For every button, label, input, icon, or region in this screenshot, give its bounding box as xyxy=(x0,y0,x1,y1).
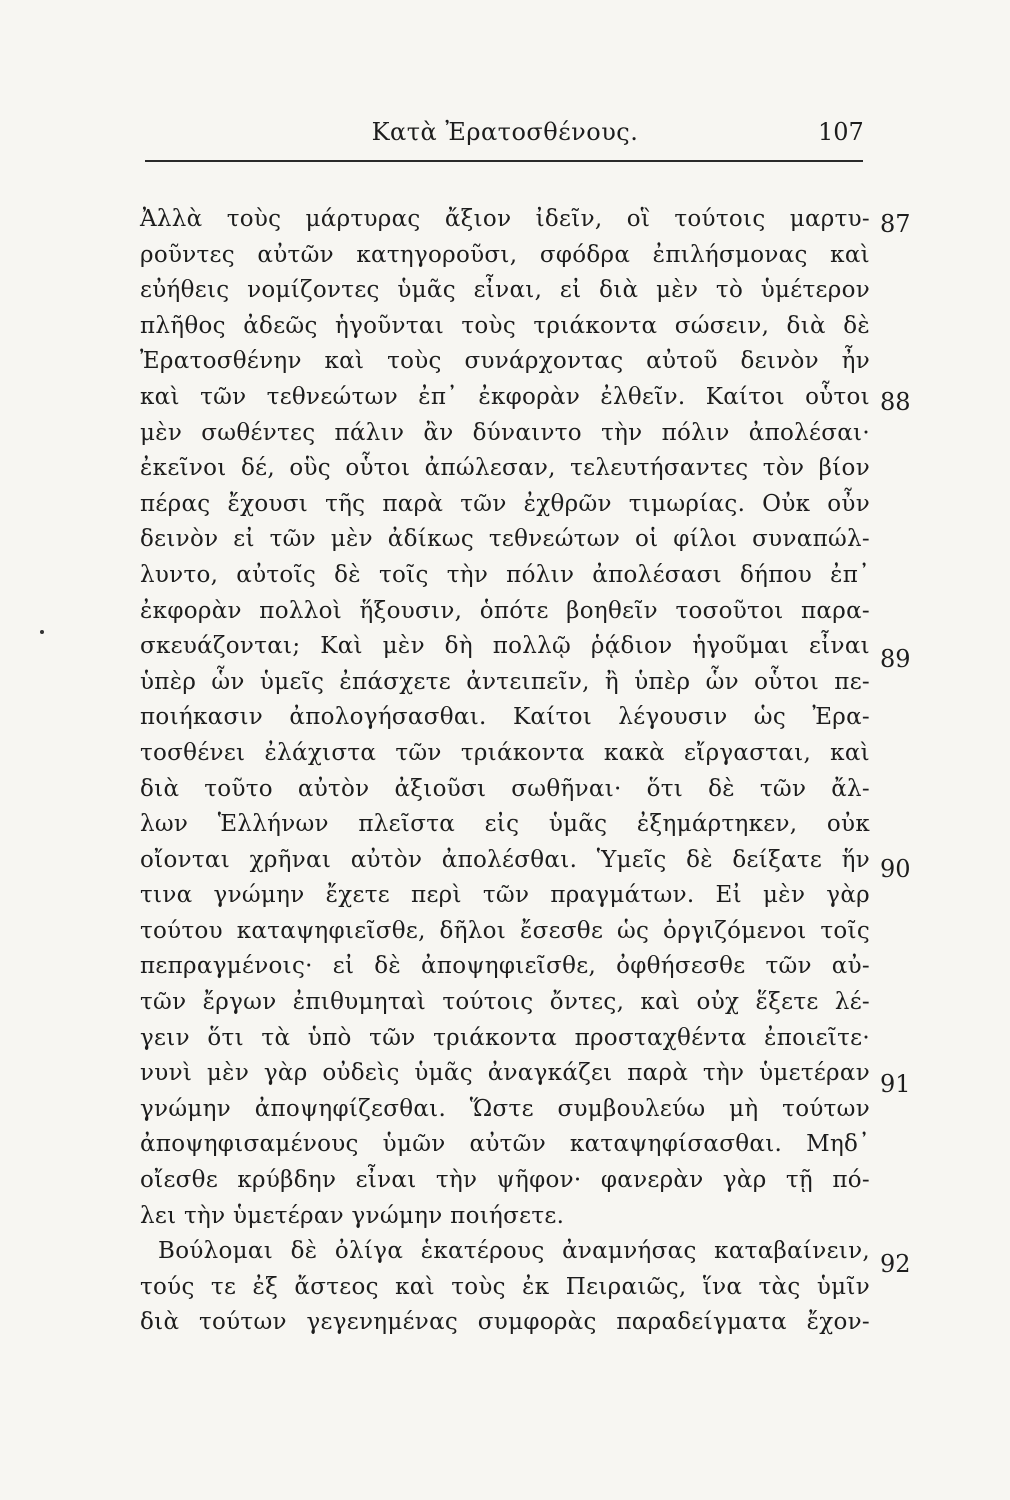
text-line: ροῦντες αὐτῶν κατηγοροῦσι, σφόδρα ἐπιλήσμονας καὶ xyxy=(140,241,870,268)
text-line: δεινὸν εἰ τῶν μὲν ἀδίκως τεθνεώτων οἱ φίλοι συναπώλ- xyxy=(140,526,870,553)
text-line: σκευάζονται; Καὶ μὲν δὴ πολλῷ ῥᾴδιον ἡγοῦμαι εἶναι xyxy=(140,633,870,660)
section-number: 87 xyxy=(880,210,911,238)
text-line: λων Ἑλλήνων πλεῖστα εἰς ὑμᾶς ἐξημάρτηκεν, οὐκ xyxy=(140,811,870,838)
text-line: τοσθένει ἐλάχιστα τῶν τριάκοντα κακὰ εἴργασται, καὶ xyxy=(140,739,870,766)
text-line: τῶν ἔργων ἐπιθυμηταὶ τούτοις ὄντες, καὶ οὐχ ἕξετε λέ- xyxy=(140,989,870,1016)
text-line: ἐκφορὰν πολλοὶ ἥξουσιν, ὁπότε βοηθεῖν τοσοῦτοι παρα- xyxy=(140,597,870,624)
header-rule xyxy=(145,160,863,162)
section-number: 91 xyxy=(880,1070,911,1098)
text-block xyxy=(140,202,870,1341)
text-line: ποιήκασιν ἀπολογήσασθαι. Καίτοι λέγουσιν ὡς Ἐρα- xyxy=(140,704,870,731)
text-line: πλῆθος ἀδεῶς ἡγοῦνται τοὺς τριάκοντα σώσειν, διὰ δὲ xyxy=(140,312,870,339)
text-line: Ἀλλὰ τοὺς μάρτυρας ἄξιον ἰδεῖν, οἳ τούτοις μαρτυ- xyxy=(140,206,870,232)
text-line: οἴεσθε κρύβδην εἶναι τὴν ψῆφον· φανερὰν γὰρ τῇ πό- xyxy=(140,1167,870,1194)
text-line: Βούλομαι δὲ ὀλίγα ἑκατέρους ἀναμνήσας καταβαίνειν, xyxy=(158,1238,870,1265)
running-head xyxy=(0,118,1010,158)
text-line: μὲν σωθέντες πάλιν ἂν δύναιντο τὴν πόλιν ἀπολέσαι· xyxy=(140,419,870,446)
section-number: 92 xyxy=(880,1250,911,1278)
text-line: διὰ τούτων γεγενημένας συμφορὰς παραδείγματα ἔχον- xyxy=(140,1309,870,1336)
page-number: 107 xyxy=(818,118,864,146)
text-line: Ἐρατοσθένην καὶ τοὺς συνάρχοντας αὐτοῦ δεινὸν ἦν xyxy=(140,348,870,375)
text-line: πεπραγμένοις· εἰ δὲ ἀποψηφιεῖσθε, ὀφθήσεσθε τῶν αὐ- xyxy=(140,953,870,980)
text-line: ἐκεῖνοι δέ, οὓς οὗτοι ἀπώλεσαν, τελευτήσαντες τὸν βίον xyxy=(140,455,870,482)
text-line: τινα γνώμην ἔχετε περὶ τῶν πραγμάτων. Εἰ μὲν γὰρ xyxy=(140,882,870,909)
text-line: τούς τε ἐξ ἄστεος καὶ τοὺς ἐκ Πειραιῶς, ἵνα τὰς ὑμῖν xyxy=(140,1273,870,1300)
text-line: καὶ τῶν τεθνεώτων ἐπ᾽ ἐκφορὰν ἐλθεῖν. Καίτοι οὗτοι xyxy=(140,383,870,410)
text-line: εὐήθεις νομίζοντες ὑμᾶς εἶναι, εἰ διὰ μὲν τὸ ὑμέτερον xyxy=(140,277,870,304)
text-line: διὰ τοῦτο αὐτὸν ἀξιοῦσι σωθῆναι· ὅτι δὲ τῶν ἄλ- xyxy=(140,775,870,802)
text-line: ἀποψηφισαμένους ὑμῶν αὐτῶν καταψηφίσασθαι. Μηδ᾽ xyxy=(140,1131,870,1158)
text-line: γειν ὅτι τὰ ὑπὸ τῶν τριάκοντα προσταχθέντα ἐποιεῖτε· xyxy=(140,1024,870,1051)
text-line: λει τὴν ὑμετέραν γνώμην ποιήσετε. xyxy=(140,1202,565,1229)
text-line: γνώμην ἀποψηφίζεσθαι. Ὥστε συμβουλεύω μὴ τούτων xyxy=(140,1095,870,1122)
text-line: ὑπὲρ ὧν ὑμεῖς ἐπάσχετε ἀντειπεῖν, ἢ ὑπὲρ ὧν οὗτοι πε- xyxy=(140,668,870,695)
text-line: νυνὶ μὲν γὰρ οὐδεὶς ὑμᾶς ἀναγκάζει παρὰ τὴν ὑμετέραν xyxy=(140,1060,870,1087)
section-number: 89 xyxy=(880,645,911,673)
running-title: Κατὰ Ἐρατοσθένους. xyxy=(371,118,639,146)
text-line: οἴονται χρῆναι αὐτὸν ἀπολέσθαι. Ὑμεῖς δὲ δείξατε ἥν xyxy=(140,846,870,873)
text-line: τούτου καταψηφιεῖσθε, δῆλοι ἔσεσθε ὡς ὀργιζόμενοι τοῖς xyxy=(140,917,870,944)
ink-speck xyxy=(40,630,44,634)
text-line: πέρας ἔχουσι τῆς παρὰ τῶν ἐχθρῶν τιμωρίας. Οὐκ οὖν xyxy=(140,490,870,517)
text-line: λυντο, αὐτοῖς δὲ τοῖς τὴν πόλιν ἀπολέσασι δήπου ἐπ᾽ xyxy=(140,561,870,588)
section-number: 88 xyxy=(880,388,911,416)
section-number: 90 xyxy=(880,855,911,883)
